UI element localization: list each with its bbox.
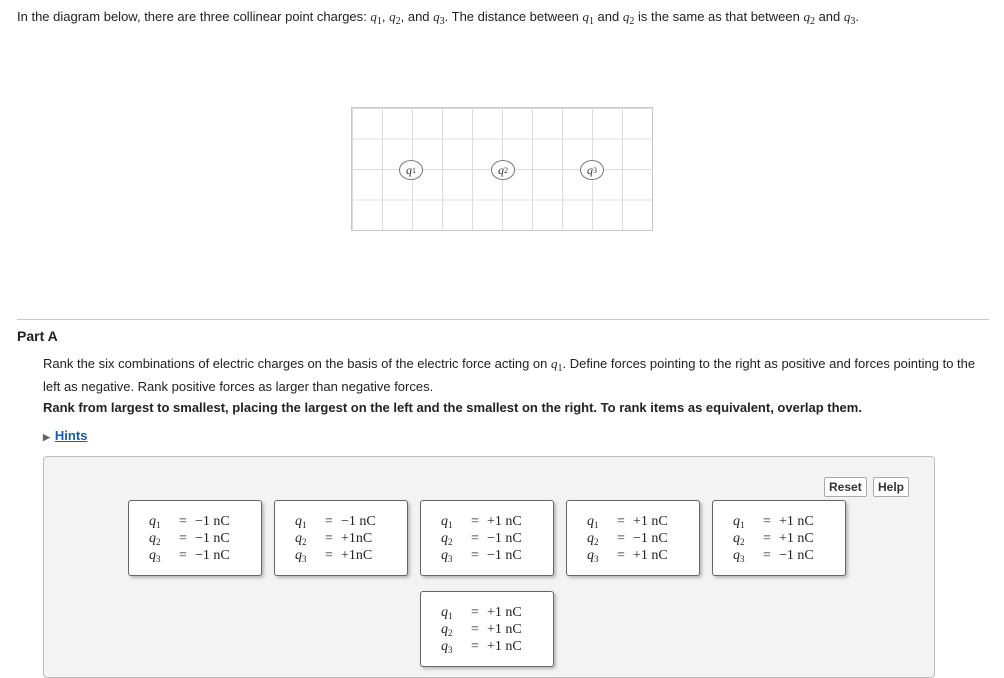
intro-part: , and xyxy=(400,9,434,24)
card-row-q3: $q_3$ = +1 nC xyxy=(441,639,522,655)
q1-symbol: $q_1$ xyxy=(370,9,382,27)
intro-part: . xyxy=(855,9,860,24)
hints-label: Hints xyxy=(54,428,88,443)
charge-combination-card[interactable] xyxy=(274,500,408,576)
charge-diagram xyxy=(351,107,653,231)
card-row-q2: $q_2$ = −1 nC xyxy=(149,531,230,547)
q1-symbol: $q_1$ xyxy=(550,356,563,374)
charge-combination-card[interactable] xyxy=(566,500,700,576)
q3-symbol: $q_3$ xyxy=(433,9,445,27)
card-row-q3: $q_3$ = +1 nC xyxy=(587,548,668,564)
card-row-q1: $q_1$ = −1 nC xyxy=(149,514,230,530)
ranking-panel xyxy=(43,456,935,678)
instructions: Rank the six combinations of electric charges on the basis of the electric force acting on $q_1$. Define forces pointing to the right as positive and forces pointing to the left as negative. Rank positive forces as larger than negative forces. xyxy=(43,356,976,394)
card-row-q2: $q_2$ = +1 nC xyxy=(733,531,814,547)
q3-symbol: $q_3$ xyxy=(843,9,856,27)
card-row-q2: $q_2$ = −1 nC xyxy=(441,531,522,547)
card-row-q1: $q_1$ = +1 nC xyxy=(441,605,522,621)
q2-symbol: $q_2$ xyxy=(803,9,815,27)
intro-text xyxy=(17,9,859,27)
card-row-q1: $q_1$ = −1 nC xyxy=(295,514,376,530)
card-row-q1: $q_1$ = +1 nC xyxy=(733,514,814,530)
card-row-q3: $q_3$ = −1 nC xyxy=(149,548,230,564)
charge-combination-card[interactable] xyxy=(712,500,846,576)
help-button[interactable]: Help xyxy=(873,477,909,497)
reset-button[interactable]: Reset xyxy=(824,477,867,497)
card-row-q3: $q_3$ = −1 nC xyxy=(733,548,814,564)
section-divider xyxy=(17,319,989,320)
hints-toggle[interactable] xyxy=(43,428,87,443)
charge-q3: q 3 xyxy=(580,160,604,180)
card-row-q2: $q_2$ = +1 nC xyxy=(441,622,522,638)
q2-symbol: $q_2$ xyxy=(622,9,635,27)
intro-part: In the diagram below, there are three collinear point charges: xyxy=(17,9,371,24)
card-row-q1: $q_1$ = +1 nC xyxy=(587,514,668,530)
part-title: Part A xyxy=(17,328,58,344)
card-row-q2: $q_2$ = −1 nC xyxy=(587,531,668,547)
q1-symbol: $q_1$ xyxy=(582,9,594,27)
card-row-q3: $q_3$ = +1nC xyxy=(295,548,373,564)
q2-symbol: $q_2$ xyxy=(389,9,401,27)
charge-q2: q 2 xyxy=(491,160,515,180)
intro-part: is the same as that between xyxy=(634,9,804,24)
card-row-q1: $q_1$ = +1 nC xyxy=(441,514,522,530)
charge-combination-card[interactable] xyxy=(420,500,554,576)
expand-triangle-icon: ▶ xyxy=(43,432,50,442)
charge-combination-card[interactable] xyxy=(420,591,554,667)
intro-part: . The distance between xyxy=(444,9,583,24)
charge-combination-card[interactable] xyxy=(128,500,262,576)
rank-instruction: Rank from largest to smallest, placing the largest on the left and the smallest on the right. To rank items as equivalent, overlap them. xyxy=(43,400,862,415)
charge-q1: q 1 xyxy=(399,160,423,180)
intro-sep: , xyxy=(381,9,390,24)
intro-part: and xyxy=(814,9,844,24)
intro-part: and xyxy=(593,9,623,24)
card-row-q3: $q_3$ = −1 nC xyxy=(441,548,522,564)
card-row-q2: $q_2$ = +1nC xyxy=(295,531,373,547)
